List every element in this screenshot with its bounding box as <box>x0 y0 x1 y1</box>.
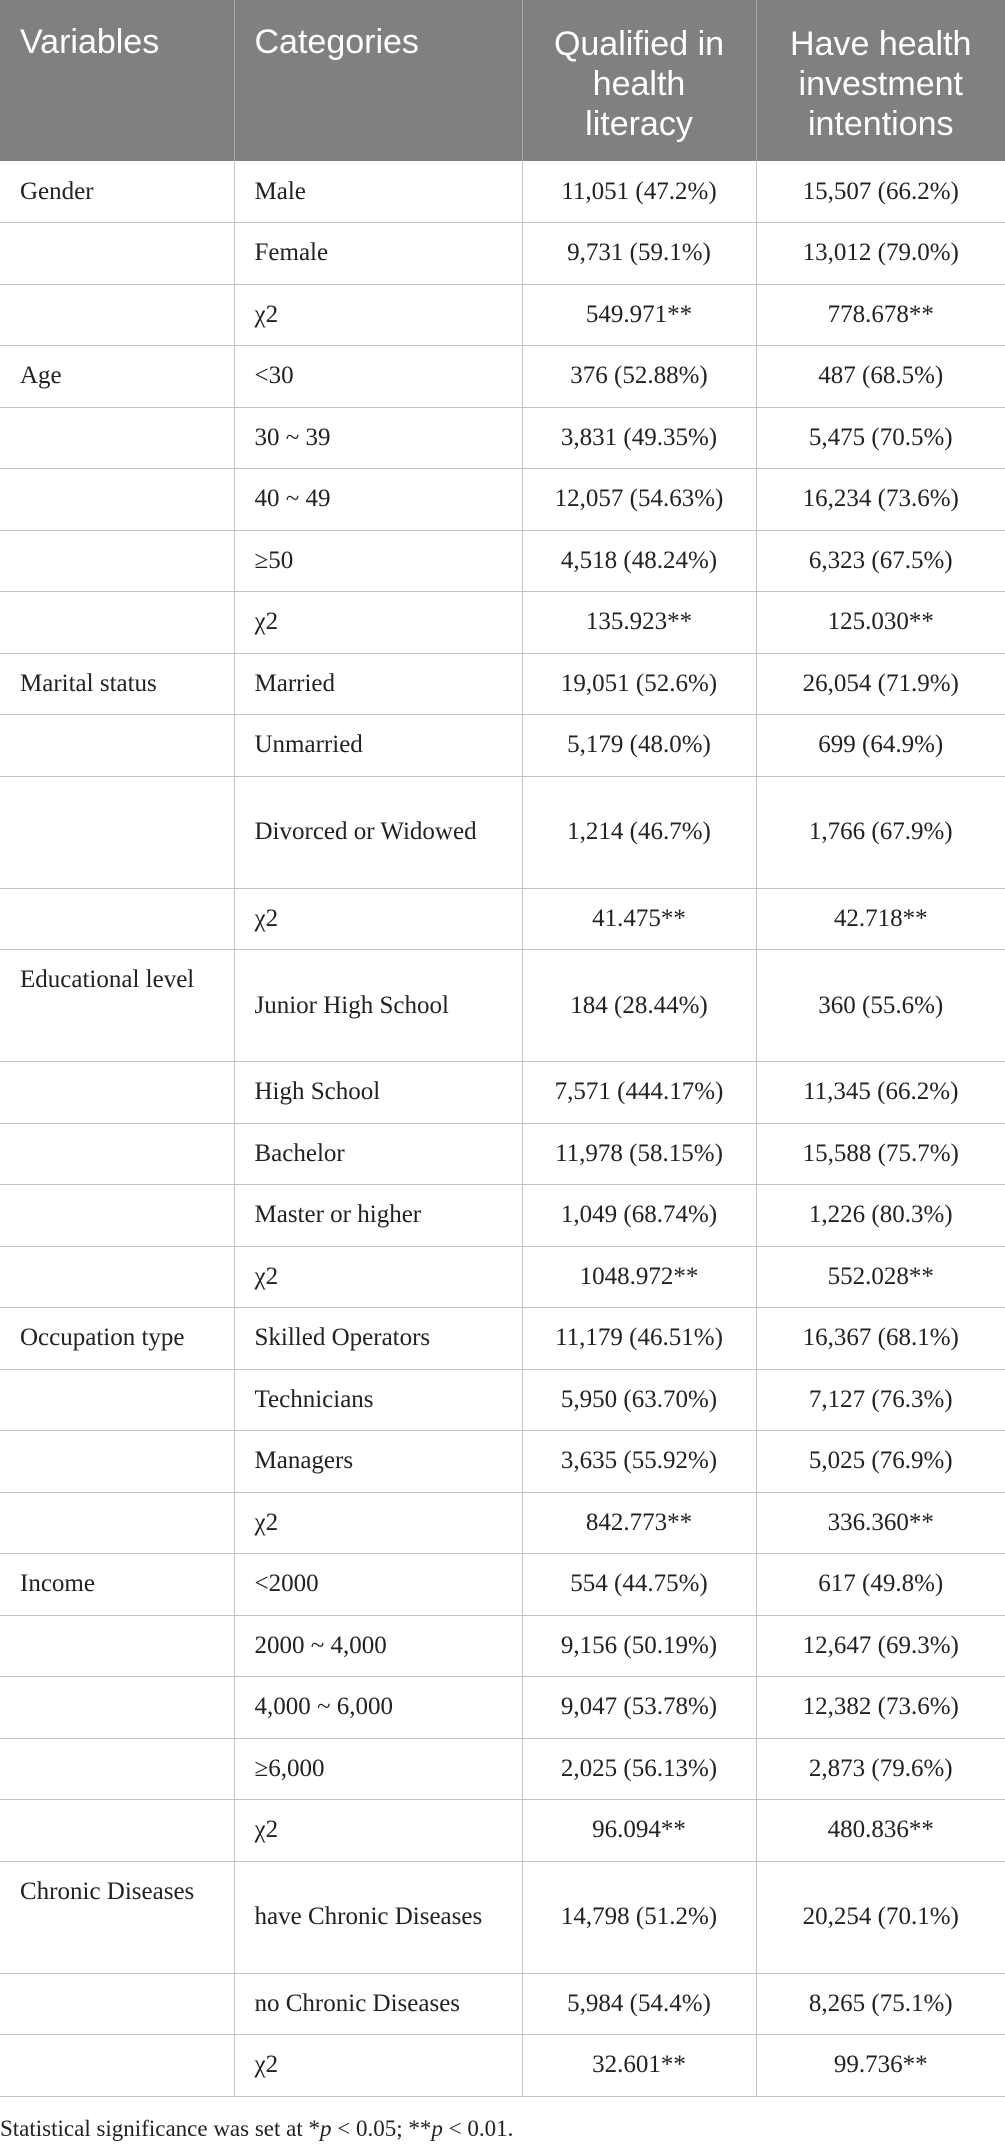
footnote-p-symbol: p <box>320 2116 332 2141</box>
cell-variable <box>0 407 234 469</box>
cell-health-investment-intentions: 699 (64.9%) <box>756 715 1005 777</box>
table-row <box>0 469 1005 531</box>
cell-variable: Educational level <box>0 950 234 1062</box>
table-row <box>0 223 1005 285</box>
table-row <box>0 1861 1005 1973</box>
cell-category: Unmarried <box>234 715 522 777</box>
cell-variable <box>0 530 234 592</box>
header-row <box>0 0 1005 161</box>
cell-category: Master or higher <box>234 1185 522 1247</box>
cell-variable <box>0 1615 234 1677</box>
footnote-prefix: Statistical significance was set at * <box>0 2116 320 2141</box>
cell-category: Bachelor <box>234 1123 522 1185</box>
header-health-investment-intentions: Have health investment intentions <box>756 0 1005 161</box>
table-row <box>0 2035 1005 2097</box>
cell-category: 40 ~ 49 <box>234 469 522 531</box>
cell-category: 4,000 ~ 6,000 <box>234 1677 522 1739</box>
cell-category: χ2 <box>234 2035 522 2097</box>
cell-qualified-health-literacy: 11,051 (47.2%) <box>522 161 756 223</box>
table-row <box>0 653 1005 715</box>
table-row <box>0 1615 1005 1677</box>
table-row <box>0 950 1005 1062</box>
footnote-suffix: < 0.01. <box>442 2116 514 2141</box>
cell-health-investment-intentions: 125.030** <box>756 592 1005 654</box>
cell-variable <box>0 1062 234 1124</box>
table-row <box>0 1431 1005 1493</box>
cell-qualified-health-literacy: 9,047 (53.78%) <box>522 1677 756 1739</box>
cell-variable <box>0 1677 234 1739</box>
cell-variable <box>0 1800 234 1862</box>
cell-qualified-health-literacy: 12,057 (54.63%) <box>522 469 756 531</box>
cell-variable <box>0 469 234 531</box>
cell-health-investment-intentions: 15,507 (66.2%) <box>756 161 1005 223</box>
cell-qualified-health-literacy: 842.773** <box>522 1492 756 1554</box>
cell-health-investment-intentions: 617 (49.8%) <box>756 1554 1005 1616</box>
cell-qualified-health-literacy: 11,978 (58.15%) <box>522 1123 756 1185</box>
cell-variable <box>0 1492 234 1554</box>
cell-health-investment-intentions: 552.028** <box>756 1246 1005 1308</box>
cell-variable <box>0 888 234 950</box>
table-row <box>0 1369 1005 1431</box>
cell-variable: Age <box>0 346 234 408</box>
cell-category: High School <box>234 1062 522 1124</box>
cell-variable <box>0 1123 234 1185</box>
cell-health-investment-intentions: 8,265 (75.1%) <box>756 1973 1005 2035</box>
cell-category: χ2 <box>234 1800 522 1862</box>
table-row <box>0 1738 1005 1800</box>
cell-category: have Chronic Diseases <box>234 1861 522 1973</box>
cell-qualified-health-literacy: 184 (28.44%) <box>522 950 756 1062</box>
cell-category: Skilled Operators <box>234 1308 522 1370</box>
table-body <box>0 161 1005 2096</box>
cell-qualified-health-literacy: 3,635 (55.92%) <box>522 1431 756 1493</box>
cell-variable: Gender <box>0 161 234 223</box>
cell-qualified-health-literacy: 2,025 (56.13%) <box>522 1738 756 1800</box>
cell-qualified-health-literacy: 32.601** <box>522 2035 756 2097</box>
cell-category: Managers <box>234 1431 522 1493</box>
cell-variable <box>0 1246 234 1308</box>
cell-qualified-health-literacy: 4,518 (48.24%) <box>522 530 756 592</box>
cell-health-investment-intentions: 1,226 (80.3%) <box>756 1185 1005 1247</box>
cell-health-investment-intentions: 1,766 (67.9%) <box>756 776 1005 888</box>
table-row <box>0 1677 1005 1739</box>
cell-category: no Chronic Diseases <box>234 1973 522 2035</box>
cell-qualified-health-literacy: 1048.972** <box>522 1246 756 1308</box>
cell-category: 30 ~ 39 <box>234 407 522 469</box>
cell-health-investment-intentions: 778.678** <box>756 284 1005 346</box>
header-categories: Categories <box>234 0 522 161</box>
cell-category: ≥6,000 <box>234 1738 522 1800</box>
table-row <box>0 346 1005 408</box>
cell-category: Junior High School <box>234 950 522 1062</box>
cell-variable: Income <box>0 1554 234 1616</box>
table-row <box>0 1492 1005 1554</box>
table-row <box>0 1973 1005 2035</box>
table-row <box>0 530 1005 592</box>
cell-qualified-health-literacy: 554 (44.75%) <box>522 1554 756 1616</box>
cell-qualified-health-literacy: 1,214 (46.7%) <box>522 776 756 888</box>
table-row <box>0 1123 1005 1185</box>
cell-health-investment-intentions: 360 (55.6%) <box>756 950 1005 1062</box>
cell-variable <box>0 1369 234 1431</box>
cell-qualified-health-literacy: 135.923** <box>522 592 756 654</box>
table-row <box>0 776 1005 888</box>
cell-qualified-health-literacy: 9,731 (59.1%) <box>522 223 756 285</box>
cell-qualified-health-literacy: 41.475** <box>522 888 756 950</box>
cell-health-investment-intentions: 16,234 (73.6%) <box>756 469 1005 531</box>
cell-variable <box>0 776 234 888</box>
cell-category: χ2 <box>234 284 522 346</box>
cell-health-investment-intentions: 11,345 (66.2%) <box>756 1062 1005 1124</box>
cell-qualified-health-literacy: 5,179 (48.0%) <box>522 715 756 777</box>
table-row <box>0 592 1005 654</box>
table-row <box>0 407 1005 469</box>
cell-qualified-health-literacy: 7,571 (444.17%) <box>522 1062 756 1124</box>
cell-qualified-health-literacy: 376 (52.88%) <box>522 346 756 408</box>
cell-qualified-health-literacy: 9,156 (50.19%) <box>522 1615 756 1677</box>
cell-health-investment-intentions: 2,873 (79.6%) <box>756 1738 1005 1800</box>
footnote-middle: < 0.05; ** <box>331 2116 432 2141</box>
cell-variable: Occupation type <box>0 1308 234 1370</box>
cell-health-investment-intentions: 42.718** <box>756 888 1005 950</box>
cell-qualified-health-literacy: 96.094** <box>522 1800 756 1862</box>
table-row <box>0 1554 1005 1616</box>
header-qualified-health-literacy: Qualified in health literacy <box>522 0 756 161</box>
cell-health-investment-intentions: 20,254 (70.1%) <box>756 1861 1005 1973</box>
cell-qualified-health-literacy: 3,831 (49.35%) <box>522 407 756 469</box>
cell-qualified-health-literacy: 14,798 (51.2%) <box>522 1861 756 1973</box>
cell-health-investment-intentions: 15,588 (75.7%) <box>756 1123 1005 1185</box>
cell-category: χ2 <box>234 592 522 654</box>
cell-variable <box>0 2035 234 2097</box>
cell-qualified-health-literacy: 1,049 (68.74%) <box>522 1185 756 1247</box>
table-row <box>0 1062 1005 1124</box>
cell-health-investment-intentions: 26,054 (71.9%) <box>756 653 1005 715</box>
cell-variable <box>0 592 234 654</box>
cell-health-investment-intentions: 12,647 (69.3%) <box>756 1615 1005 1677</box>
cell-category: χ2 <box>234 1492 522 1554</box>
cell-qualified-health-literacy: 19,051 (52.6%) <box>522 653 756 715</box>
cell-category: Female <box>234 223 522 285</box>
table-row <box>0 1308 1005 1370</box>
header-variables: Variables <box>0 0 234 161</box>
cell-category: <2000 <box>234 1554 522 1616</box>
cell-qualified-health-literacy: 11,179 (46.51%) <box>522 1308 756 1370</box>
table-row <box>0 1800 1005 1862</box>
cell-qualified-health-literacy: 549.971** <box>522 284 756 346</box>
table-row <box>0 888 1005 950</box>
cell-variable <box>0 1431 234 1493</box>
cell-category: Divorced or Widowed <box>234 776 522 888</box>
cell-category: χ2 <box>234 1246 522 1308</box>
footnote <box>0 2114 513 2144</box>
table-header <box>0 0 1005 161</box>
cell-category: ≥50 <box>234 530 522 592</box>
cell-variable <box>0 715 234 777</box>
cell-category: Male <box>234 161 522 223</box>
cell-health-investment-intentions: 6,323 (67.5%) <box>756 530 1005 592</box>
cell-variable: Chronic Diseases <box>0 1861 234 1973</box>
cell-category: 2000 ~ 4,000 <box>234 1615 522 1677</box>
cell-variable <box>0 1973 234 2035</box>
cell-variable: Marital status <box>0 653 234 715</box>
cell-health-investment-intentions: 13,012 (79.0%) <box>756 223 1005 285</box>
cell-health-investment-intentions: 7,127 (76.3%) <box>756 1369 1005 1431</box>
cell-variable <box>0 1185 234 1247</box>
cell-health-investment-intentions: 16,367 (68.1%) <box>756 1308 1005 1370</box>
table-row <box>0 1185 1005 1247</box>
cell-category: χ2 <box>234 888 522 950</box>
cell-health-investment-intentions: 487 (68.5%) <box>756 346 1005 408</box>
cell-health-investment-intentions: 5,475 (70.5%) <box>756 407 1005 469</box>
cell-qualified-health-literacy: 5,984 (54.4%) <box>522 1973 756 2035</box>
cell-health-investment-intentions: 480.836** <box>756 1800 1005 1862</box>
cell-health-investment-intentions: 5,025 (76.9%) <box>756 1431 1005 1493</box>
cell-variable <box>0 284 234 346</box>
cell-qualified-health-literacy: 5,950 (63.70%) <box>522 1369 756 1431</box>
cell-health-investment-intentions: 336.360** <box>756 1492 1005 1554</box>
table-row <box>0 284 1005 346</box>
table-row <box>0 715 1005 777</box>
footnote-p-symbol: p <box>431 2116 443 2141</box>
cell-health-investment-intentions: 99.736** <box>756 2035 1005 2097</box>
cell-variable <box>0 1738 234 1800</box>
cell-variable <box>0 223 234 285</box>
cell-health-investment-intentions: 12,382 (73.6%) <box>756 1677 1005 1739</box>
cell-category: <30 <box>234 346 522 408</box>
cell-category: Married <box>234 653 522 715</box>
table-row <box>0 161 1005 223</box>
cell-category: Technicians <box>234 1369 522 1431</box>
table-row <box>0 1246 1005 1308</box>
